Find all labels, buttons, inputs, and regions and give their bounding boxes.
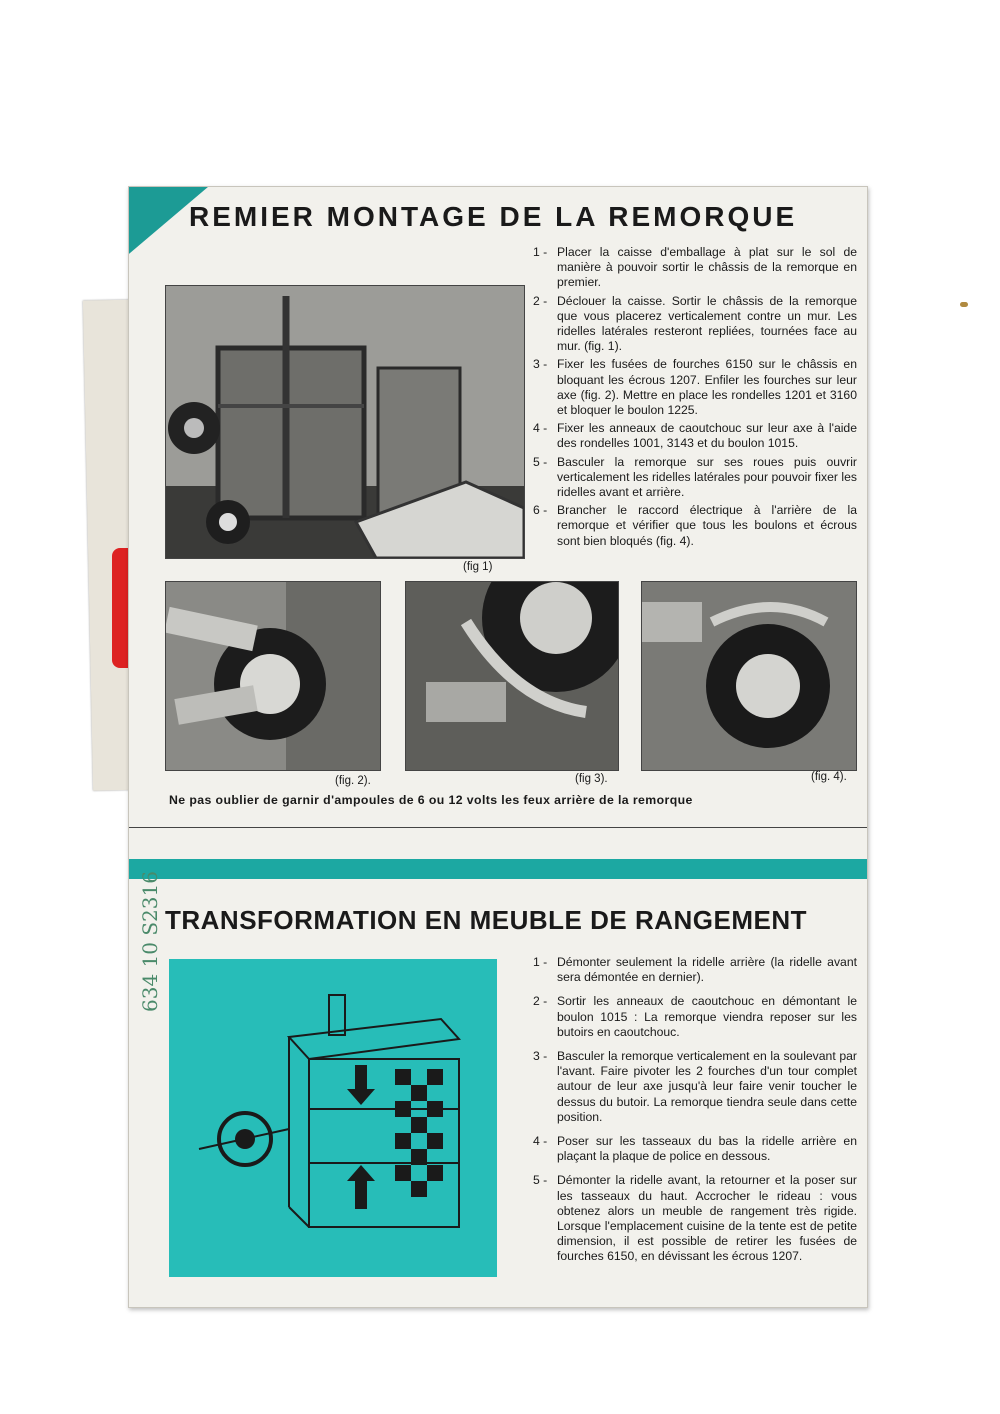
list-item: 4 - Fixer les anneaux de caoutchouc sur leur axe à l'aide des rondelles 1001, 3143 et du boulon 1015. (533, 421, 857, 451)
list-item: 1 - Démonter seulement la ridelle arrière (la ridelle avant sera démontée en dernier). (533, 955, 857, 985)
paper-speck (960, 302, 968, 307)
fig1-caption: (fig 1) (463, 561, 493, 573)
instruction-sheet (128, 186, 868, 1308)
list-item: 2 - Déclouer la caisse. Sortir le châssis de la remorque que vous placerez verticalement contre un mur. Les ridelles latérales resteront repliées, tournées face au mur. (fig. 1). (533, 293, 857, 354)
list-item: 3 - Fixer les fusées de fourches 6150 sur le châssis en bloquant les écrous 1207. Enfiler les fourches sur leur axe (fig. 2). Mettre en place les rondelles 1201 et 3160 et bloquer le boulon 1225. (533, 357, 857, 418)
fig1-photo (165, 285, 525, 559)
list-item: 6 - Brancher le raccord électrique à l'arrière de la remorque et vérifier que tous les boulons et écrous sont bien bloqués (fig. 4). (533, 503, 857, 548)
list-item: 1 - Placer la caisse d'emballage à plat sur le sol de manière à pouvoir sortir le châssis de la remorque en premier. (533, 245, 857, 290)
section1-title: REMIER MONTAGE DE LA REMORQUE (189, 201, 798, 232)
list-item: 5 - Démonter la ridelle avant, la retourner et la poser sur les tasseaux du haut. Accrocher le rideau : vous obtenez alors un meuble de rangement très rigide. Lorsque l'emplacement cuisine de la tente est de petite dimension, il est possible de retirer les fusées de fourches 6150, en dévissant les écrous 1207. (533, 1173, 857, 1264)
section1-steps (533, 245, 857, 552)
fig2-caption: (fig. 2). (335, 775, 371, 787)
section2-title: TRANSFORMATION EN MEUBLE DE RANGEMENT (165, 905, 808, 935)
divider-line (129, 827, 867, 828)
fig3-photo (405, 581, 619, 771)
fig4-caption: (fig. 4). (811, 771, 847, 783)
list-item: 2 - Sortir les anneaux de caoutchouc en démontant le boulon 1015 : La remorque viendra reposer sur les butoirs en caoutchouc. (533, 994, 857, 1039)
bulb-note: Ne pas oublier de garnir d'ampoules de 6 ou 12 volts les feux arrière de la remorque (169, 793, 693, 807)
teal-band (129, 859, 867, 879)
fig2-photo (165, 581, 381, 771)
list-item: 3 - Basculer la remorque verticalement en la soulevant par l'avant. Faire pivoter les 2 fourches d'un tour complet autour de leur axe jusqu'à leur faire venir toucher le dessus du butoir. La remorque tiendra seule dans cette position. (533, 1049, 857, 1124)
fig3-caption: (fig 3). (575, 773, 608, 785)
fig4-photo (641, 581, 857, 771)
cabinet-illustration (169, 959, 497, 1277)
list-item: 4 - Poser sur les tasseaux du bas la ridelle arrière en plaçant la plaque de police en dessous. (533, 1134, 857, 1164)
section2-steps (533, 955, 857, 1268)
handwritten-reference: 634 10 S2316 (138, 871, 162, 1012)
list-item: 5 - Basculer la remorque sur ses roues puis ouvrir verticalement les ridelles latérales pour pouvoir fixer les ridelles avant et arrière. (533, 454, 857, 500)
